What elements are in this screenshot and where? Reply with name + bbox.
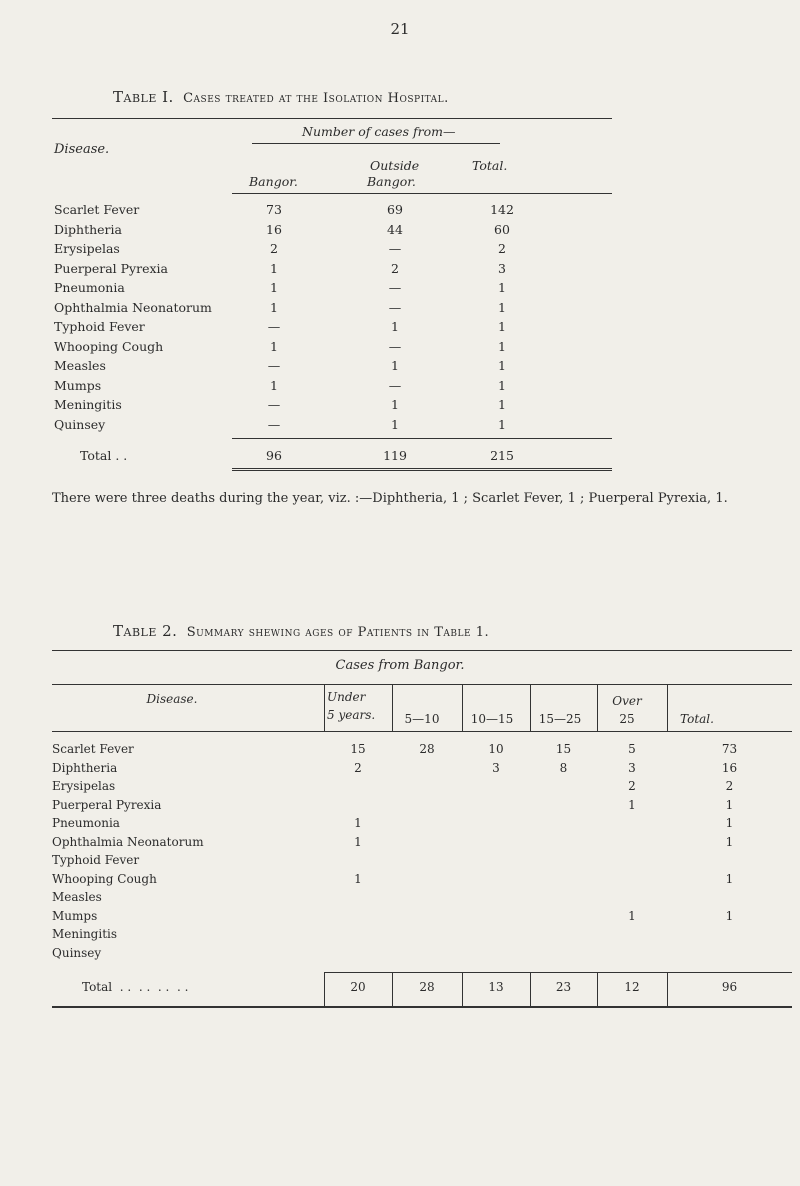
table1-total-label: Total . .: [80, 448, 128, 463]
table1-bangor: 1: [270, 260, 278, 276]
table1-header-outside: Outside: [370, 158, 420, 173]
table2-subtitle: Cases from Bangor.: [335, 658, 465, 673]
table2-row: [52, 872, 792, 890]
table1-outside: 1: [391, 397, 399, 412]
table1-outside: 1: [391, 358, 399, 373]
table1-outside: 2: [391, 260, 399, 276]
table1-total-bangor: 96: [266, 448, 282, 463]
table1-total-outside: 119: [383, 448, 407, 463]
table1-outside: 69: [387, 202, 403, 217]
table2-header-under5a: Under: [327, 690, 366, 704]
table2-total-15-25: 23: [555, 980, 572, 994]
table2-header-over25a: Over: [612, 694, 642, 708]
table2-disease: Ophthalmia Neonatorum: [52, 834, 204, 849]
table2-title: [113, 622, 489, 640]
table2-cell-o25: 1: [628, 797, 636, 812]
table1-outside: —: [388, 377, 402, 393]
table1-disease: Whooping Cough: [54, 338, 164, 354]
table1-outside: 1: [391, 319, 399, 334]
table2-cell-a5: 28: [419, 742, 435, 756]
table1-bangor: —: [267, 319, 281, 334]
table2-vline-2: [392, 684, 393, 731]
table1-outside: —: [388, 280, 402, 295]
table1-disease: Quinsey: [54, 416, 106, 432]
table1-total: 1: [498, 358, 506, 373]
table2-cell-total: 2: [725, 779, 734, 793]
table2-header-disease: Disease.: [146, 692, 198, 706]
table1-total: 2: [498, 241, 506, 256]
table2-vline-4: [530, 684, 531, 731]
table2-header-10-15: 10—15: [470, 712, 514, 726]
table2-vline-5: [597, 684, 598, 731]
table2-vline-3: [462, 684, 463, 731]
table1-outside: 44: [387, 221, 403, 237]
table1-total: 1: [498, 377, 506, 393]
table1-bangor: —: [267, 397, 281, 412]
table2-cell-total: 1: [725, 871, 734, 886]
table1-total: 1: [498, 280, 506, 295]
table1-total: 1: [498, 299, 506, 315]
table1-row: [52, 358, 612, 376]
table1-bangor: 1: [270, 299, 278, 315]
table2-cell-o25: 5: [628, 742, 636, 756]
deaths-note: There were three deaths during the year, viz. :—Diphtheria, 1 ; Scarlet Fever, 1 ; Puerperal Pyrexia, 1.: [52, 491, 728, 506]
table1-bottom-rule: [232, 468, 612, 471]
table1-row: [52, 397, 612, 415]
table2-disease: Diphtheria: [52, 760, 118, 775]
table2-row: [52, 853, 792, 871]
table2-header-15-25: 15—25: [538, 712, 582, 726]
table2-total-over25: 12: [624, 980, 640, 994]
table1-group-rule: [252, 143, 500, 144]
table2-cell-o25: 2: [628, 779, 636, 793]
table2-row: [52, 909, 792, 927]
table2-disease: Scarlet Fever: [52, 742, 134, 756]
table2-title-prefix: Table 2.: [113, 622, 178, 640]
table2-row: [52, 779, 792, 797]
table1-row: [52, 417, 612, 435]
table1-title-rest: Cases treated at the Isolation Hospital.: [183, 91, 449, 106]
table2-vline-6: [667, 684, 668, 731]
table1-row: [52, 300, 612, 318]
table1-header-outside2: Bangor.: [367, 174, 416, 189]
table2-cell-u5: 1: [354, 834, 362, 849]
table2-cell-total: 16: [721, 760, 738, 775]
table1-bangor: 1: [270, 377, 278, 393]
table2-title-rest: Summary shewing ages of Patients in Table 1.: [186, 625, 490, 640]
table1-disease: Diphtheria: [54, 221, 122, 237]
table1-header-bangor: Bangor.: [249, 174, 298, 189]
table2-row: [52, 946, 792, 964]
table2-disease: Quinsey: [52, 945, 102, 960]
table2-disease: Puerperal Pyrexia: [52, 797, 162, 812]
table1-outside: 1: [391, 416, 399, 432]
table1-title-prefix: Table I.: [113, 88, 174, 106]
table1-row: [52, 222, 612, 240]
table1-disease: Pneumonia: [54, 280, 125, 295]
table2-cell-a10: 10: [488, 742, 504, 756]
table1-disease: Mumps: [54, 377, 102, 393]
table1-sum-rule: [232, 438, 612, 439]
table1-disease: Ophthalmia Neonatorum: [54, 299, 212, 315]
table1-row: [52, 261, 612, 279]
table2-total-label: Total . . . . . . . .: [82, 980, 189, 994]
table2-disease: Typhoid Fever: [52, 853, 140, 867]
table2-row: [52, 798, 792, 816]
table1-header-disease: Disease.: [54, 142, 110, 157]
table2-total-10-15: 13: [488, 980, 504, 994]
table1-bangor: 1: [270, 280, 278, 295]
table2-total-total: 96: [721, 980, 738, 994]
table1-total: 60: [494, 221, 510, 237]
table1-bangor: 16: [266, 221, 282, 237]
table2-header-rule: [52, 731, 792, 732]
table1-header-rule: [232, 193, 612, 194]
table2-header-over25b: 25: [619, 712, 635, 726]
table1-header-total: Total.: [472, 158, 508, 173]
table1-bangor: —: [267, 358, 281, 373]
table1-row: [52, 378, 612, 396]
table2-row: [52, 835, 792, 853]
table2-cell-total: 1: [725, 908, 734, 923]
table2-row: [52, 927, 792, 945]
table1-row: [52, 241, 612, 259]
table1-total: 1: [498, 338, 506, 354]
table2-cell-u5: 1: [354, 816, 362, 830]
table1-disease: Erysipelas: [54, 241, 120, 256]
page-number: 21: [390, 20, 410, 38]
table2-cell-u5: 1: [354, 871, 362, 886]
table2-cell-total: 1: [725, 816, 734, 830]
table1-outside: —: [388, 338, 402, 354]
table1-total: 3: [498, 260, 506, 276]
table2-disease: Measles: [52, 890, 102, 904]
table1-total: 1: [498, 416, 506, 432]
table2-row: [52, 816, 792, 834]
table2-cell-total: 1: [725, 797, 734, 812]
table1-row: [52, 202, 612, 220]
table2-disease: Whooping Cough: [52, 871, 157, 886]
table1-bangor: 73: [266, 202, 282, 217]
table2-cell-total: 1: [725, 834, 734, 849]
table2-header-5-10: 5—10: [404, 712, 440, 726]
table1-disease: Scarlet Fever: [54, 202, 140, 217]
table2-top-rule: [52, 650, 792, 651]
table1-total: 142: [490, 202, 514, 217]
table1-header-group: Number of cases from—: [302, 124, 456, 139]
table1-disease: Puerperal Pyrexia: [54, 260, 168, 276]
table2-total-row: [52, 980, 792, 998]
table2-total-5-10: 28: [419, 980, 435, 994]
table1-outside: —: [388, 299, 402, 315]
table2-header-under5b: 5 years.: [327, 708, 376, 722]
table1-bangor: 1: [270, 338, 278, 354]
table2-disease: Erysipelas: [52, 779, 116, 793]
table2-disease: Mumps: [52, 908, 98, 923]
table2-header-total: Total.: [680, 712, 714, 726]
table2-cell-a10: 3: [492, 760, 500, 775]
table1-outside: —: [388, 241, 402, 256]
table1-disease: Typhoid Fever: [54, 319, 145, 334]
table2-cell-u5: 15: [350, 742, 366, 756]
table2-disease: Pneumonia: [52, 816, 120, 830]
table2-cell-a15: 15: [555, 742, 572, 756]
table1-row: [52, 280, 612, 298]
table1-total: 1: [498, 319, 506, 334]
table1-disease: Measles: [54, 358, 106, 373]
table2-vline-1: [324, 684, 325, 731]
table1-total-row: [52, 448, 612, 466]
table2-row: [52, 761, 792, 779]
table2-cell-u5: 2: [354, 760, 362, 775]
table2-cell-o25: 3: [628, 760, 636, 775]
table2-cell-total: 73: [721, 742, 738, 756]
table1-bangor: —: [267, 416, 281, 432]
table2-row: [52, 890, 792, 908]
table1-bangor: 2: [270, 241, 278, 256]
table1-row: [52, 319, 612, 337]
table1-disease: Meningitis: [54, 397, 122, 412]
table2-bottom-rule: [52, 1006, 792, 1008]
table1-title: [113, 88, 449, 106]
table1-total: 1: [498, 397, 506, 412]
table2-sum-rule: [324, 972, 792, 973]
table2-header-top-rule: [52, 684, 792, 685]
table2-cell-a15: 8: [559, 760, 568, 775]
table2-cell-o25: 1: [628, 908, 636, 923]
table2-row: [52, 742, 792, 760]
table2-total-u5: 20: [350, 980, 366, 994]
table2-disease: Meningitis: [52, 927, 118, 941]
table1-row: [52, 339, 612, 357]
table1-total-total: 215: [490, 448, 514, 463]
table1-top-rule: [52, 118, 612, 119]
